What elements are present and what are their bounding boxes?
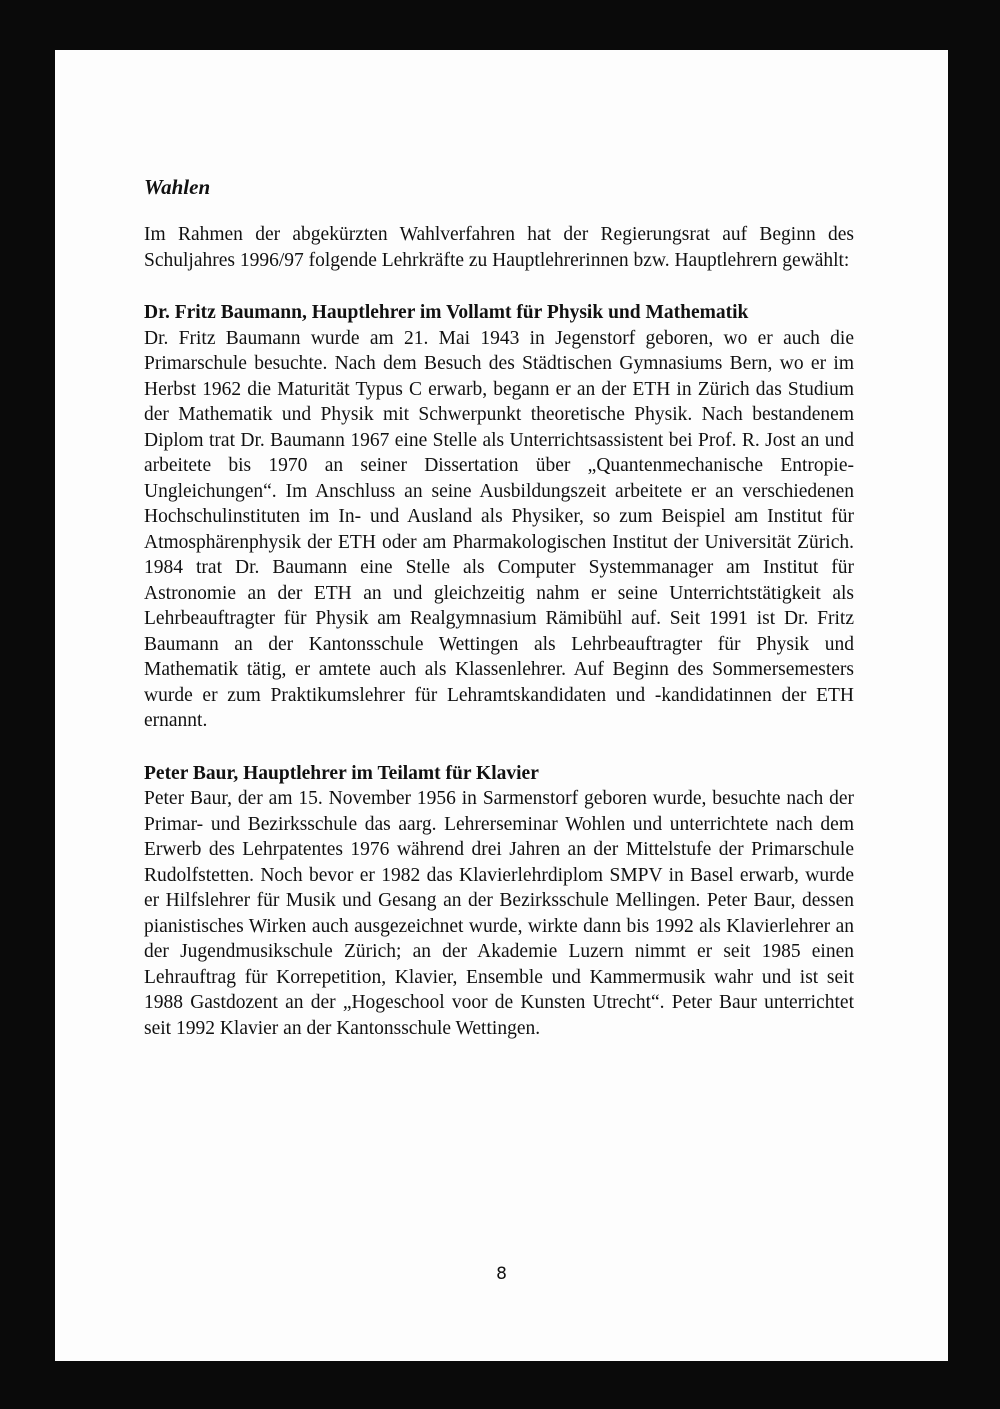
scan-border-bottom [0, 1361, 1000, 1409]
section-baumann [144, 300, 854, 734]
page-title: Wahlen [144, 175, 211, 199]
scan-border-left [0, 0, 55, 1409]
section-body: Peter Baur, der am 15. November 1956 in Sarmenstorf geboren wurde, besuchte nach der Primar- und Bezirksschule das aarg. Lehrerseminar Wohlen und unterrichtete nach dem Erwerb des Lehrpatentes 1976 während drei Jahren an der Mittelstufe der Primarschule Rudolfstetten. Noch bevor er 1982 das Klavierlehrdiplom SMPV in Basel erwarb, wurde er Hilfslehrer für Musik und Gesang an der Bezirksschule Mellingen. Peter Baur, dessen pianistisches Wirken auch ausgezeichnet wurde, wirkte dann bis 1992 als Klavierlehrer an der Jugendmusikschule Zürich; an der Akademie Luzern nimmt er seit 1985 einen Lehrauftrag für Korrepetition, Klavier, Ensemble und Kammermusik wahr und ist seit 1988 Gastdozent an der „Hogeschool voor de Kunsten Utrecht“. Peter Baur unterrichtet seit 1992 Klavier an der Kantonsschule Wettingen. [144, 788, 854, 1039]
scan-border-right [948, 0, 1000, 1409]
intro-paragraph: Im Rahmen der abgekürzten Wahlverfahren hat der Regierungsrat auf Beginn des Schuljahres 1996/97 folgende Lehrkräfte zu Hauptlehrerinnen bzw. Hauptlehrern gewählt: [144, 224, 854, 271]
document-page [55, 50, 948, 1361]
page-content [144, 174, 854, 1068]
section-baur [144, 761, 854, 1042]
section-heading: Peter Baur, Hauptlehrer im Teilamt für Klavier [144, 762, 539, 784]
section-heading: Dr. Fritz Baumann, Hauptlehrer im Vollamt für Physik und Mathematik [144, 302, 749, 323]
section-body: Dr. Fritz Baumann wurde am 21. Mai 1943 in Jegenstorf geboren, wo er auch die Primarschule besuchte. Nach dem Besuch des Städtischen Gymnasiums Bern, wo er im Herbst 1962 die Maturität Typus C erwarb, begann er an der ETH in Zürich das Studium der Mathematik und Physik mit Schwerpunkt theoretische Physik. Nach bestandenem Diplom trat Dr. Baumann 1967 eine Stelle als Unterrichtsassistent bei Prof. R. Jost an und arbeitete bis 1970 an seiner Dissertation über „Quantenmechanische Entropie-Ungleichungen“. Im Anschluss an seine Ausbildungszeit arbeitete er an verschiedenen Hochschulinstituten im In- und Ausland als Physiker, so zum Beispiel am Institut für Atmosphärenphysik der ETH oder am Pharmakologischen Institut der Universität Zürich. 1984 trat Dr. Baumann eine Stelle als Computer Systemmanager am Institut für Astronomie an der ETH an und gleichzeitig nahm er seine Unterrichtstätigkeit als Lehrbeauftragter für Physik am Realgymnasium Rämibühl auf. Seit 1991 ist Dr. Fritz Baumann an der Kantonsschule Wettingen als Lehrbeauftragter für Physik und Mathematik tätig, er amtete auch als Klassenlehrer. Auf Beginn des Sommersemesters wurde er zum Praktikumslehrer für Lehramtskandidaten und -kandidatinnen der ETH ernannt. [144, 327, 854, 731]
page-number: 8 [496, 1264, 507, 1284]
scan-border-top [0, 0, 1000, 50]
